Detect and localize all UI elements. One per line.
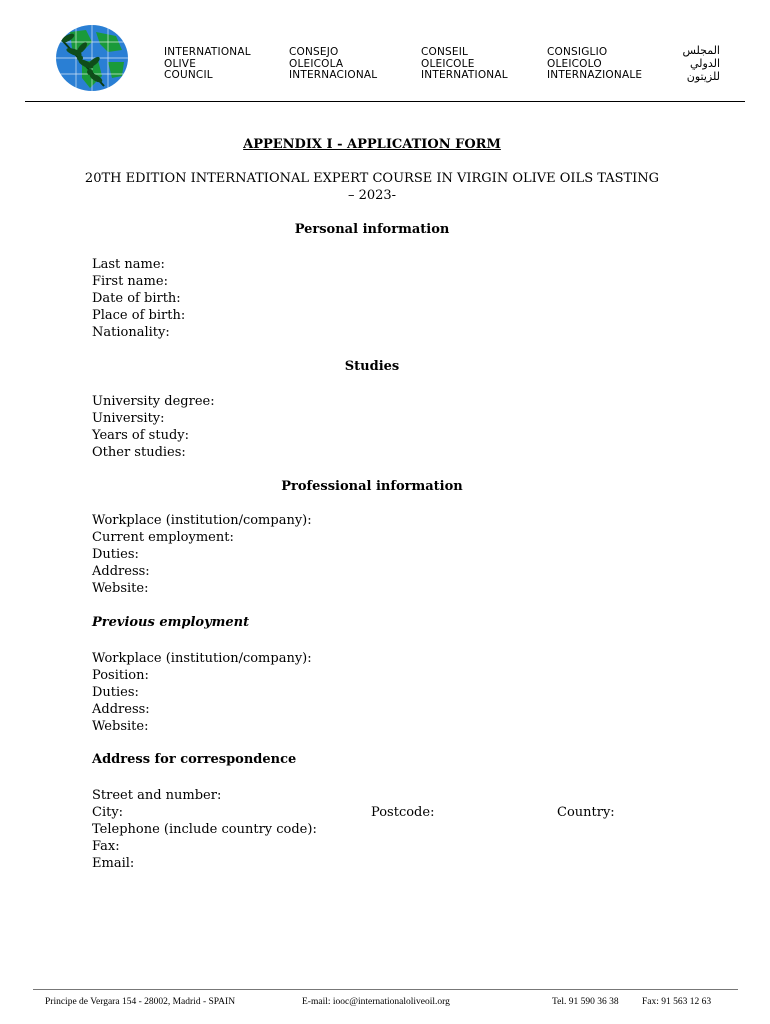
field-label-address: Address: <box>92 564 150 579</box>
field-label-place-of-birth: Place of birth: <box>92 308 186 323</box>
field-label-last-name: Last name: <box>92 257 165 272</box>
field-label-workplace: Workplace (institution/company): <box>92 513 312 528</box>
field-label-nationality: Nationality: <box>92 325 170 340</box>
field-label-position: Position: <box>92 668 149 683</box>
field-label-telephone: Telephone (include country code): <box>92 822 317 837</box>
previous-fields <box>92 650 312 735</box>
footer-fax: Fax: 91 563 12 63 <box>642 997 712 1007</box>
course-title: 20TH EDITION INTERNATIONAL EXPERT COURSE IN VIRGIN OLIVE OILS TASTING – 2023- <box>84 171 660 203</box>
field-label-first-name: First name: <box>92 274 168 289</box>
field-label-university: University: <box>92 411 165 426</box>
field-label-street: Street and number: <box>92 788 222 803</box>
field-label-university-degree: University degree: <box>92 394 215 409</box>
section-heading-professional: Professional information <box>281 479 463 494</box>
section-heading-studies: Studies <box>344 359 400 374</box>
personal-fields <box>92 256 185 341</box>
professional-fields <box>92 512 312 597</box>
field-label-postcode: Postcode: <box>371 805 435 820</box>
footer-address: Principe de Vergara 154 - 28002, Madrid - SPAIN <box>45 997 236 1007</box>
section-heading-correspondence: Address for correspondence <box>92 752 297 767</box>
footer-tel: Tel. 91 590 36 38 <box>552 997 619 1007</box>
section-heading-previous: Previous employment <box>92 615 250 630</box>
field-label-date-of-birth: Date of birth: <box>92 291 181 306</box>
org-name-ar: المجلس الدولي للزيتون <box>682 44 720 83</box>
org-name-en: INTERNATIONAL OLIVE COUNCIL <box>164 46 251 81</box>
field-label-email: Email: <box>92 856 135 871</box>
studies-fields <box>92 393 215 461</box>
city-row <box>92 804 615 821</box>
field-label-prev-address: Address: <box>92 702 150 717</box>
globe-olive-branch-icon <box>52 22 130 94</box>
field-label-website: Website: <box>92 581 149 596</box>
field-label-prev-duties: Duties: <box>92 685 139 700</box>
header-divider <box>25 101 745 102</box>
org-name-fr: CONSEIL OLEICOLE INTERNATIONAL <box>421 46 508 81</box>
correspondence-fields <box>92 787 615 872</box>
org-name-es: CONSEJO OLEICOLA INTERNACIONAL <box>289 46 378 81</box>
footer-email: E-mail: iooc@internationaloliveoil.org <box>302 997 450 1007</box>
footer-divider <box>33 989 738 990</box>
field-label-country: Country: <box>557 805 615 820</box>
field-label-prev-website: Website: <box>92 719 149 734</box>
section-heading-personal: Personal information <box>294 222 450 237</box>
field-label-current-employment: Current employment: <box>92 530 234 545</box>
form-title: APPENDIX I - APPLICATION FORM <box>243 137 501 152</box>
field-label-city: City: <box>92 805 124 820</box>
field-label-prev-workplace: Workplace (institution/company): <box>92 651 312 666</box>
field-label-duties: Duties: <box>92 547 139 562</box>
field-label-other-studies: Other studies: <box>92 445 186 460</box>
org-name-it: CONSIGLIO OLEICOLO INTERNAZIONALE <box>547 46 643 81</box>
field-label-fax: Fax: <box>92 839 120 854</box>
field-label-years-of-study: Years of study: <box>92 428 189 443</box>
